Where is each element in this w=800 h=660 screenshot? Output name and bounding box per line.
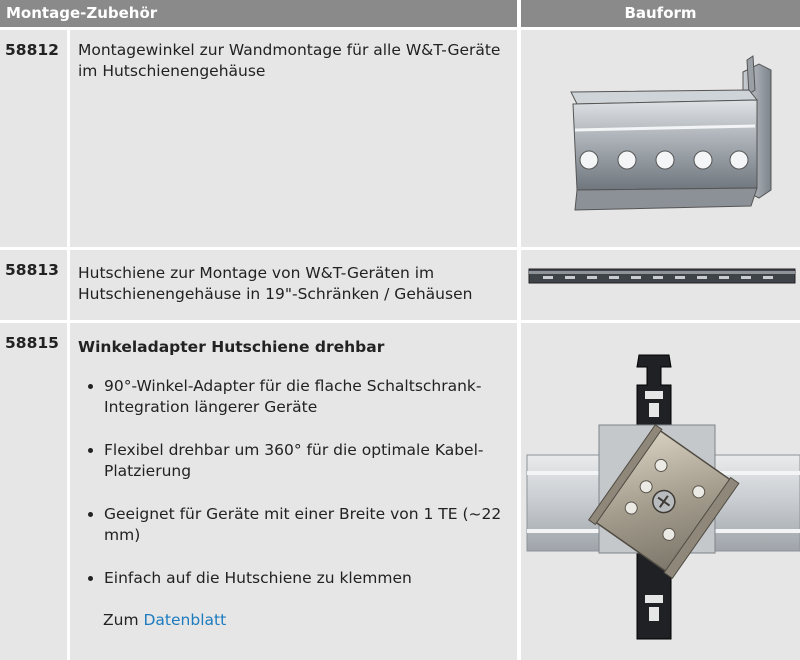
datasheet-prefix: Zum — [103, 611, 139, 629]
row-58812-number: 58812 — [0, 30, 67, 247]
datasheet-link[interactable]: Datenblatt — [143, 611, 227, 629]
angle-adapter-image — [521, 323, 800, 660]
row-58812-image-cell — [521, 30, 800, 247]
list-item: • 90°-Winkel-Adapter für die flache Schaltschrank-Integration längerer Geräte — [104, 376, 509, 418]
row-58812-description: Montagewinkel zur Wandmontage für alle W&T-Geräte im Hutschienengehäuse — [70, 30, 517, 247]
list-item: • Flexibel drehbar um 360° für die optimale Kabel-Platzierung — [104, 440, 509, 482]
feature-list — [78, 376, 509, 589]
datasheet-reference — [78, 610, 509, 631]
row-58813-number: 58813 — [0, 250, 67, 320]
list-item: • Einfach auf die Hutschiene zu klemmen — [104, 568, 509, 589]
list-item: • Geeignet für Geräte mit einer Breite von 1 TE (~22 mm) — [104, 504, 509, 546]
header-accessories: Montage-Zubehör — [0, 0, 517, 27]
row-58815-description — [70, 323, 517, 660]
din-rail-image — [521, 250, 800, 320]
row-58813-image-cell — [521, 250, 800, 320]
row-58815-number: 58815 — [0, 323, 67, 660]
header-design: Bauform — [521, 0, 800, 27]
row-58815-image-cell — [521, 323, 800, 660]
row-58813-description: Hutschiene zur Montage von W&T-Geräten im Hutschienengehäuse in 19"-Schränken / Gehäusen — [70, 250, 517, 320]
mounting-bracket-image — [521, 30, 800, 247]
row-58815-title: Winkeladapter Hutschiene drehbar — [78, 338, 385, 356]
